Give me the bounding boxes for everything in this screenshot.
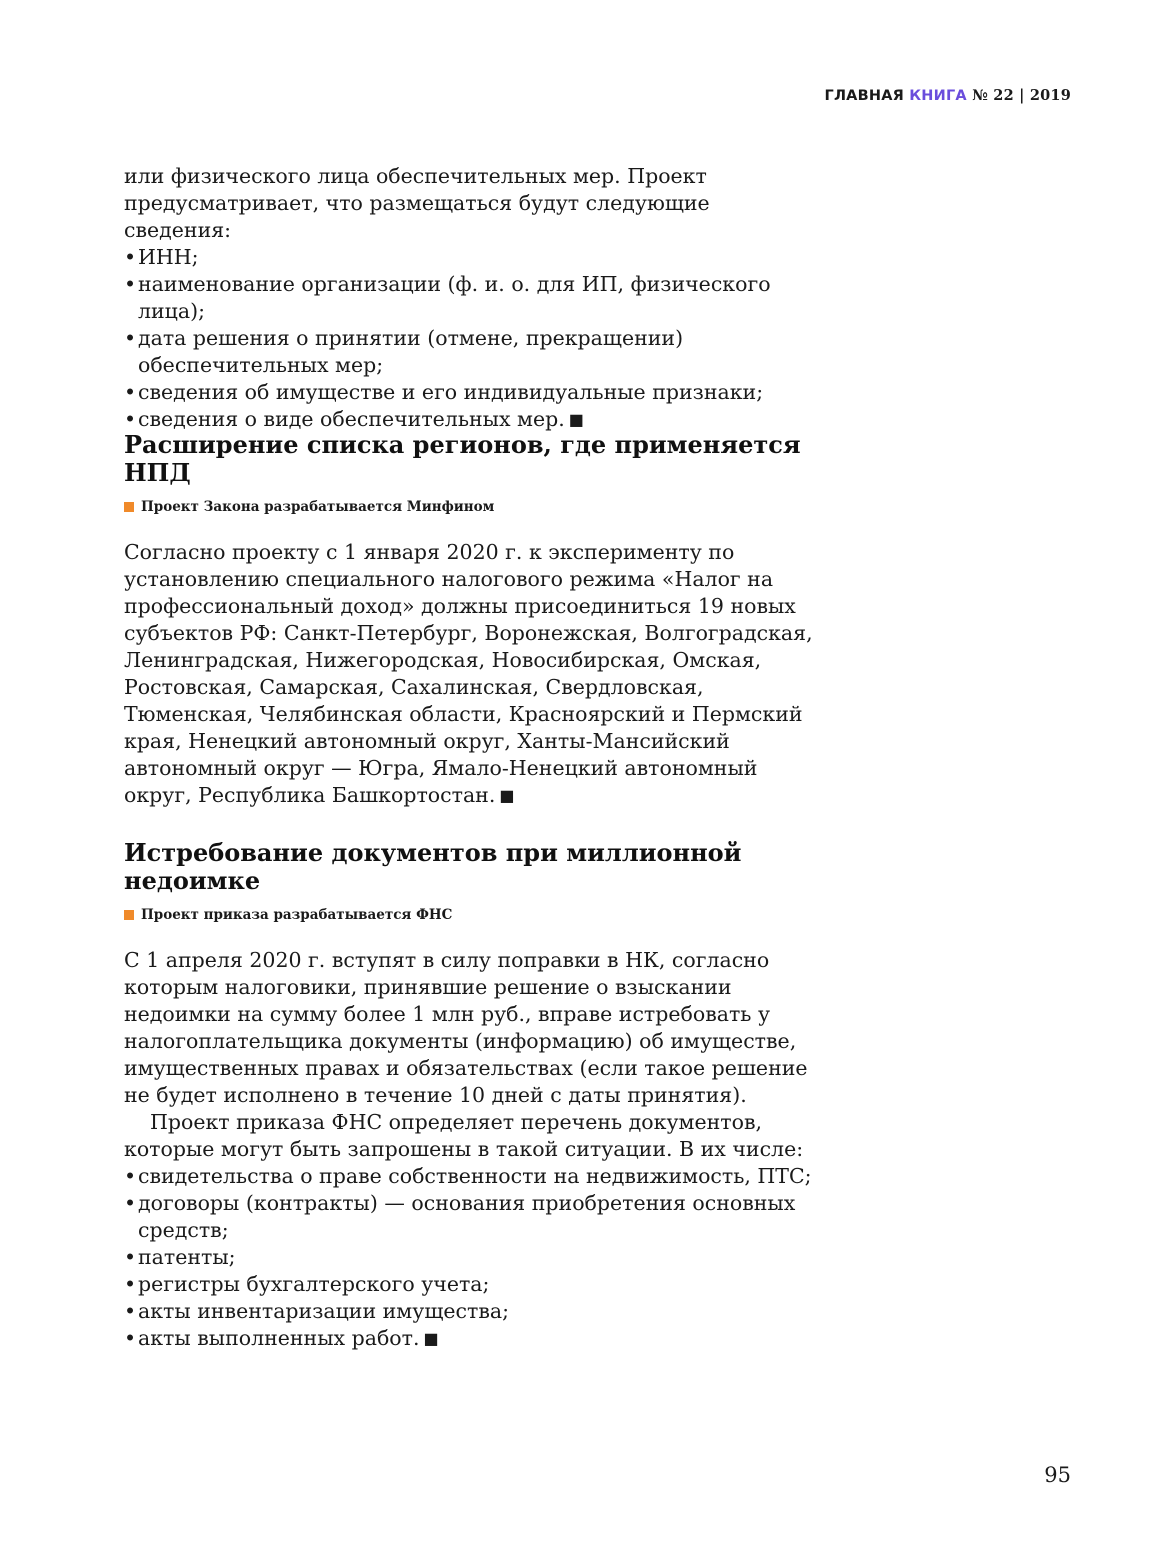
list-item [124,406,814,433]
body-paragraph: С 1 апреля 2020 г. вступят в силу поправки в НК, согласно которым налоговики, принявшие решение о взыскании недоимки на сумму более 1 млн руб., вправе истребовать у налогоплательщика документы (информацию) об имуществе, имущественных правах и обязательствах (если такое решение не будет исполнено в течение 10 дней с даты принятия). [124,948,808,1107]
body-text: Согласно проекту с 1 января 2020 г. к эксперименту по установлению специального налогового режима «Налог на профессиональный доход» должны присоединиться 19 новых субъектов РФ: Санкт-Петербург, Воронежская, Волгоградская, Ленинградская, Нижегородская, Новосибирская, Омская, Ростовская, Самарская, Сахалинская, Свердловская, Тюменская, Челябинская области, Красноярский и Пермский края, Ненецкий автономный округ, Ханты-Мансийский автономный округ — Югра, Ямало-Ненецкий автономный округ, Республика Башкортостан. [124,540,813,807]
list-item: • патенты; [124,1244,814,1271]
end-mark-icon: ■ [499,786,515,805]
section-body [124,947,814,1352]
end-mark-icon: ■ [423,1329,439,1348]
section-documents [124,839,814,1352]
list-item: • свидетельства о праве собственности на недвижимость, ПТС; [124,1163,814,1190]
section-body [124,539,814,809]
list-item: • акты инвентаризации имущества; [124,1298,814,1325]
note-text: Проект Закона разрабатывается Минфином [141,499,495,515]
list-item: • дата решения о принятии (отмене, прекращении) обеспечительных мер; [124,325,814,379]
list-item [124,1325,814,1352]
list-item: • регистры бухгалтерского учета; [124,1271,814,1298]
section-title: Истребование документов при миллионной недоимке [124,838,742,895]
list-item: • сведения об имуществе и его индивидуальные признаки; [124,379,814,406]
orange-square-icon [124,910,134,920]
list-item-text: сведения о виде обеспечительных мер. [138,407,565,431]
info-list [124,244,814,433]
section-npd [124,431,814,809]
orange-square-icon [124,502,134,512]
body-paragraph: Проект приказа ФНС определяет перечень документов, которые могут быть запрошены в такой ситуации. В их числе: [124,1110,804,1161]
section-source-note [124,907,814,923]
list-item-text: акты выполненных работ. [138,1326,420,1350]
list-item: • договоры (контракты) — основания приобретения основных средств; [124,1190,814,1244]
header-brand-main: ГЛАВНАЯ [824,88,904,104]
list-item: • наименование организации (ф. и. о. для ИП, физического лица); [124,271,814,325]
section-title: Расширение списка регионов, где применяется НПД [124,430,801,487]
note-text: Проект приказа разрабатывается ФНС [141,907,453,923]
header-brand-accent: КНИГА [909,88,967,104]
documents-list [124,1163,814,1352]
body-paragraph [124,539,814,809]
intro-paragraph: или физического лица обеспечительных мер. Проект предусматривает, что размещаться будут следующие сведения: [124,164,710,242]
section-continuation [124,163,814,433]
header-issue: № 22 | 2019 [972,87,1071,104]
page-number: 95 [1044,1463,1071,1487]
section-source-note [124,499,814,515]
end-mark-icon: ■ [568,410,584,429]
running-header [825,87,1072,104]
list-item: • ИНН; [124,244,814,271]
